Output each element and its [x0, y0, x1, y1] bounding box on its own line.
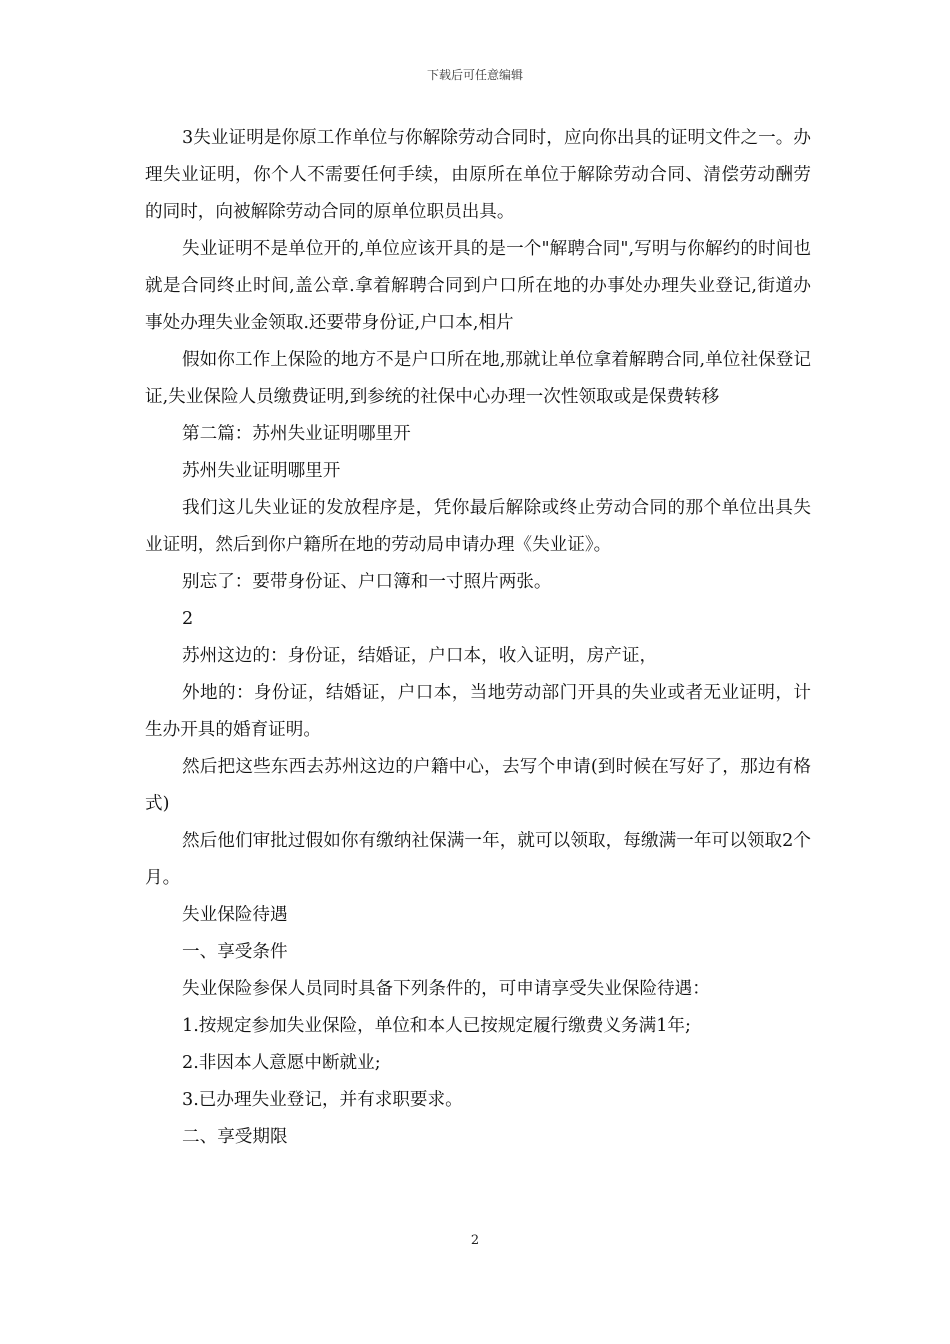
list-item-1: 1.按规定参加失业保险，单位和本人已按规定履行缴费义务满1年; — [182, 1016, 691, 1036]
paragraph-11: 失业保险参保人员同时具备下列条件的，可申请享受失业保险待遇： — [182, 979, 710, 999]
document-body — [145, 120, 811, 1156]
page-number: 2 — [470, 1233, 480, 1248]
paragraph-4: 我们这儿失业证的发放程序是，凭你最后解除或终止劳动合同的那个单位出具失业证明，然后到你户籍所在地的劳动局申请办理《失业证》。 — [145, 498, 811, 555]
paragraph-7: 苏州这边的：身份证，结婚证，户口本，收入证明，房产证， — [182, 646, 658, 666]
section-title: 苏州失业证明哪里开 — [182, 461, 341, 481]
paragraph-9: 然后把这些东西去苏州这边的户籍中心，去写个申请(到时候在写好了，那边有格式) — [145, 757, 811, 814]
paragraph-2: 失业证明不是单位开的,单位应该开具的是一个"解聘合同",写明与你解约的时间也就是合同终止时间,盖公章.拿着解聘合同到户口所在地的办事处办理失业登记,街道办事处办理失业金领取.还要带身份证,户口本,相片 — [145, 239, 811, 333]
paragraph-8: 外地的：身份证，结婚证，户口本，当地劳动部门开具的失业或者无业证明，计生办开具的婚育证明。 — [145, 683, 811, 740]
subheading-duration: 二、享受期限 — [182, 1127, 288, 1147]
subheading-unemployment-benefits: 失业保险待遇 — [182, 905, 288, 925]
paragraph-10: 然后他们审批过假如你有缴纳社保满一年，就可以领取，每缴满一年可以领取2个月。 — [145, 831, 811, 888]
section-heading-2: 第二篇：苏州失业证明哪里开 — [182, 424, 411, 444]
paragraph-6: 2 — [182, 609, 194, 629]
paragraph-3: 假如你工作上保险的地方不是户口所在地,那就让单位拿着解聘合同,单位社保登记证,失业保险人员缴费证明,到参统的社保中心办理一次性领取或是保费转移 — [145, 350, 811, 407]
list-item-2: 2.非因本人意愿中断就业; — [182, 1053, 381, 1073]
list-item-3: 3.已办理失业登记，并有求职要求。 — [182, 1090, 463, 1110]
subheading-conditions: 一、享受条件 — [182, 942, 288, 962]
page-header: 下载后可任意编辑 — [426, 68, 523, 82]
paragraph-1: 3失业证明是你原工作单位与你解除劳动合同时，应向你出具的证明文件之一。办理失业证明，你个人不需要任何手续，由原所在单位于解除劳动合同、清偿劳动酬劳的同时，向被解除劳动合同的原单位职员出具。 — [145, 128, 811, 222]
paragraph-5: 别忘了：要带身份证、户口簿和一寸照片两张。 — [182, 572, 552, 592]
